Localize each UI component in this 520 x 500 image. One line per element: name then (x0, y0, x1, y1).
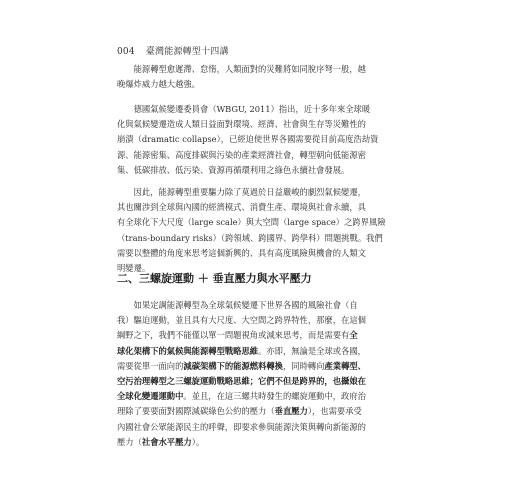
text-run: 。亦即，無論是全球或各國， (258, 345, 366, 356)
paragraph-line (117, 404, 409, 419)
emphasis-text: 減碳架構下的能源燃料轉換 (183, 360, 283, 371)
paragraph-3 (117, 185, 409, 276)
emphasis-text: 球化架構下的氣候與能源轉型戰略思維 (117, 345, 259, 356)
paragraph-line: 需要以整體的角度來思考這個新興的、具有高度風險與機會的人類文 (117, 247, 366, 258)
paragraph-line: 能源轉型愈遲滯、怠惰，人類面對的災難將如同脫序弩一般，越 (117, 64, 366, 74)
text-run: ），也需要承受 (307, 406, 362, 417)
paragraph-line (117, 328, 409, 343)
text-run: 綱野之下，我們不能僅以單一問題視角或減來思考，而是需要有 (117, 330, 350, 341)
paragraph-line: 化與氣候變遷造成人類日益面對環境、經濟、社會與生存等災難性的 (117, 119, 366, 130)
paragraph-line: 集、低碳排放、低污染、資源再循環利用之綠色永續社會發展。 (117, 164, 350, 175)
paragraph-line: 晚爆炸威力越大越強。 (117, 79, 200, 90)
text-run: 需要從單一面向的 (117, 360, 184, 371)
paragraph-line: 內國社會公眾能源民主的呼聲，即要求參與能源決策與轉向新能源的 (117, 421, 366, 432)
running-head (117, 44, 229, 57)
text-run: 。並且，在這三螺共時發生的螺旋運動中，政府治 (183, 391, 366, 402)
emphasis-text: 社會水平壓力 (141, 436, 192, 447)
paragraph-line: 因此，能源轉型重要驅力除了莫過於日益嚴峻的劇烈氣候變遷， (117, 187, 366, 197)
text-run: 壓力（ (117, 436, 142, 447)
section-heading: 二、三螺旋運動 ＋ 垂直壓力與水平壓力 (117, 272, 312, 285)
emphasis-text: 全 (349, 330, 358, 341)
text-run: ，同時轉向 (282, 360, 325, 371)
paragraph-line: 明變遷。 (117, 263, 151, 274)
paragraph-line (117, 389, 409, 404)
emphasis-text: 全球化變遷運動中 (117, 391, 184, 402)
paragraph-line: 其也關涉到全球與內國的經濟模式、消費生產、環境與社會永續，具 (117, 202, 366, 213)
paragraph-line: 崩潰（dramatic collapse），已經迫使世界各國需要從目前高度浩劫資 (117, 134, 379, 145)
page-number: 004 (117, 47, 135, 57)
emphasis-text: 產業轉型、 (324, 360, 366, 371)
paragraph-2 (117, 102, 409, 178)
paragraph-line (117, 435, 409, 450)
paragraph-line: 有全球化下大尺度（large scale）與大空間（large space）之跨界風險 (117, 217, 386, 228)
paragraph-line: 如果定調能源轉型為全球氣候變遷下世界各國的風險社會（自 (117, 300, 358, 310)
paragraph-line: 德國氣候變遷委員會（WBGU, 2011）指出，近十多年來全球暖 (117, 104, 371, 114)
book-title: 臺灣能源轉型十四講 (145, 47, 229, 57)
text-run: ）。 (191, 436, 205, 447)
paragraph-line: 空污治理轉型之三螺旋運動戰略思維；它們不但是跨界的，也攝娘在 (117, 376, 366, 387)
paragraph-line: 源、能源密集、高度排碳與污染的產業經濟社會，轉型朝向低能源密 (117, 149, 366, 160)
paragraph-line: （trans-boundary risks）（跨領域、跨國界、跨學科）問題挑戰。我們 (117, 232, 383, 243)
paragraph-line: 我）驅迫運動，並且具有大尺度、大空間之跨界特性，那麼，在這個 (117, 315, 366, 326)
paragraph-line (117, 344, 409, 359)
text-run: 理除了要要面對國際減碳綠色公約的壓力（ (117, 406, 275, 417)
emphasis-text: 垂直壓力 (274, 406, 308, 417)
paragraph-4 (117, 298, 409, 450)
paragraph-1 (117, 62, 409, 92)
paragraph-line (117, 359, 409, 374)
